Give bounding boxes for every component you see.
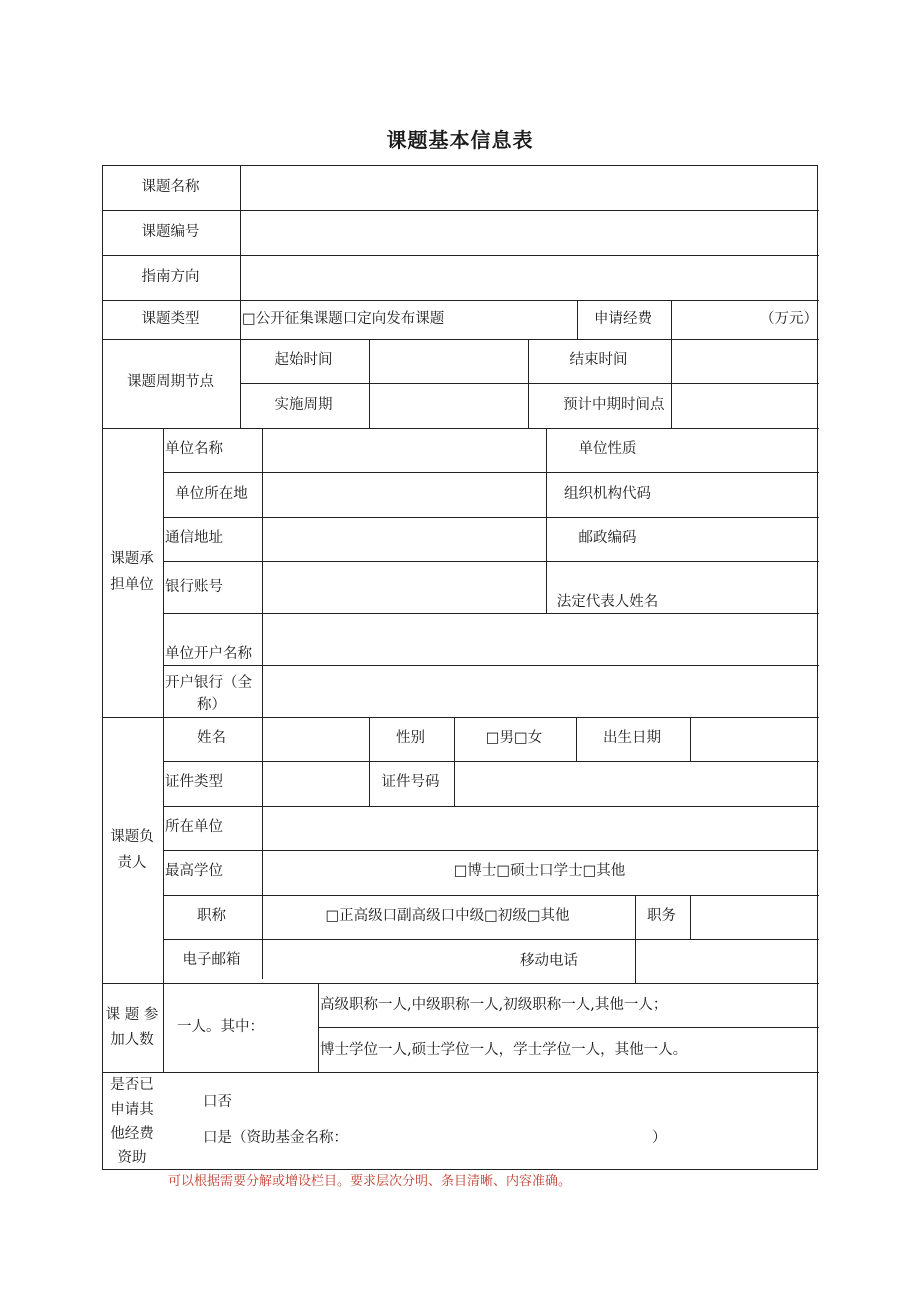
section-unit-line1: 课题承 xyxy=(110,551,154,567)
label-unit-nature: 单位性质 xyxy=(578,441,637,457)
label-gender: 性别 xyxy=(396,730,425,746)
label-unit-name: 单位名称 xyxy=(165,441,223,457)
label-org-code: 组织机构代码 xyxy=(564,486,651,502)
label-participants-line2: 加人数 xyxy=(110,1032,154,1048)
label-other-funding-line1: 是否已 xyxy=(110,1077,154,1093)
label-funding: 申请经费 xyxy=(594,311,652,327)
participants-count: 一人。其中： xyxy=(177,1019,264,1035)
label-project-cycle: 课题周期节点 xyxy=(127,374,214,390)
label-account-name: 单位开户名称 xyxy=(165,646,252,662)
label-unit-location: 单位所在地 xyxy=(175,486,248,502)
label-bank-line1: 开户银行（全 xyxy=(165,675,252,691)
label-affiliation: 所在单位 xyxy=(165,819,223,835)
degree-checkboxes[interactable]: □博士□硕士口学士□其他 xyxy=(453,863,626,879)
gender-checkboxes[interactable]: □男□女 xyxy=(485,730,543,746)
label-end-time: 结束时间 xyxy=(569,352,628,368)
label-email: 电子邮箱 xyxy=(182,952,241,968)
label-name: 姓名 xyxy=(197,730,226,746)
label-title: 职称 xyxy=(197,908,226,924)
participants-titles: 高级职称一人,中级职称一人,初级职称一人,其他一人； xyxy=(320,997,668,1013)
other-funding-no-checkbox[interactable]: 口否 xyxy=(203,1094,232,1110)
other-funding-yes-close: ） xyxy=(652,1130,667,1146)
label-project-type: 课题类型 xyxy=(141,311,200,327)
label-bank-line2: 称） xyxy=(197,697,226,713)
label-legal-rep: 法定代表人姓名 xyxy=(556,594,659,610)
label-other-funding-line2: 申请其 xyxy=(110,1102,154,1118)
label-other-funding-line4: 资助 xyxy=(117,1150,147,1166)
label-address: 通信地址 xyxy=(165,530,223,546)
label-start-time: 起始时间 xyxy=(274,352,333,368)
label-other-funding-line3: 他经费 xyxy=(110,1126,154,1142)
other-funding-yes-checkbox[interactable]: 口是（资助基金名称： xyxy=(203,1130,348,1146)
label-id-number: 证件号码 xyxy=(381,774,440,790)
label-degree: 最高学位 xyxy=(165,863,223,879)
label-duration: 实施周期 xyxy=(274,397,333,413)
footnote: 可以根据需要分解或增设栏目。要求层次分明、条目清晰、内容准确。 xyxy=(168,1174,572,1189)
label-project-name: 课题名称 xyxy=(141,179,200,195)
project-type-checkboxes[interactable]: □公开征集课题口定向发布课题 xyxy=(242,311,445,327)
label-bank-account: 银行账号 xyxy=(165,579,223,595)
label-mobile: 移动电话 xyxy=(520,953,578,969)
label-birth-date: 出生日期 xyxy=(603,730,661,746)
label-guide-direction: 指南方向 xyxy=(141,269,200,285)
label-postcode: 邮政编码 xyxy=(578,530,637,546)
label-id-type: 证件类型 xyxy=(165,774,223,790)
label-position: 职务 xyxy=(647,908,676,924)
label-midterm-time: 预计中期时间点 xyxy=(563,397,665,413)
form-title: 课题基本信息表 xyxy=(386,128,534,152)
participants-degrees: 博士学位一人,硕士学位一人，学士学位一人，其他一人。 xyxy=(320,1042,688,1058)
funding-unit: （万元） xyxy=(760,311,818,327)
label-participants-line1: 课 题 参 xyxy=(105,1007,159,1023)
title-checkboxes[interactable]: □正高级口副高级口中级□初级□其他 xyxy=(325,908,570,924)
section-leader-line2: 责人 xyxy=(117,855,147,871)
label-project-number: 课题编号 xyxy=(141,224,200,240)
section-unit-line2: 担单位 xyxy=(110,577,154,593)
section-leader-line1: 课题负 xyxy=(110,829,154,845)
